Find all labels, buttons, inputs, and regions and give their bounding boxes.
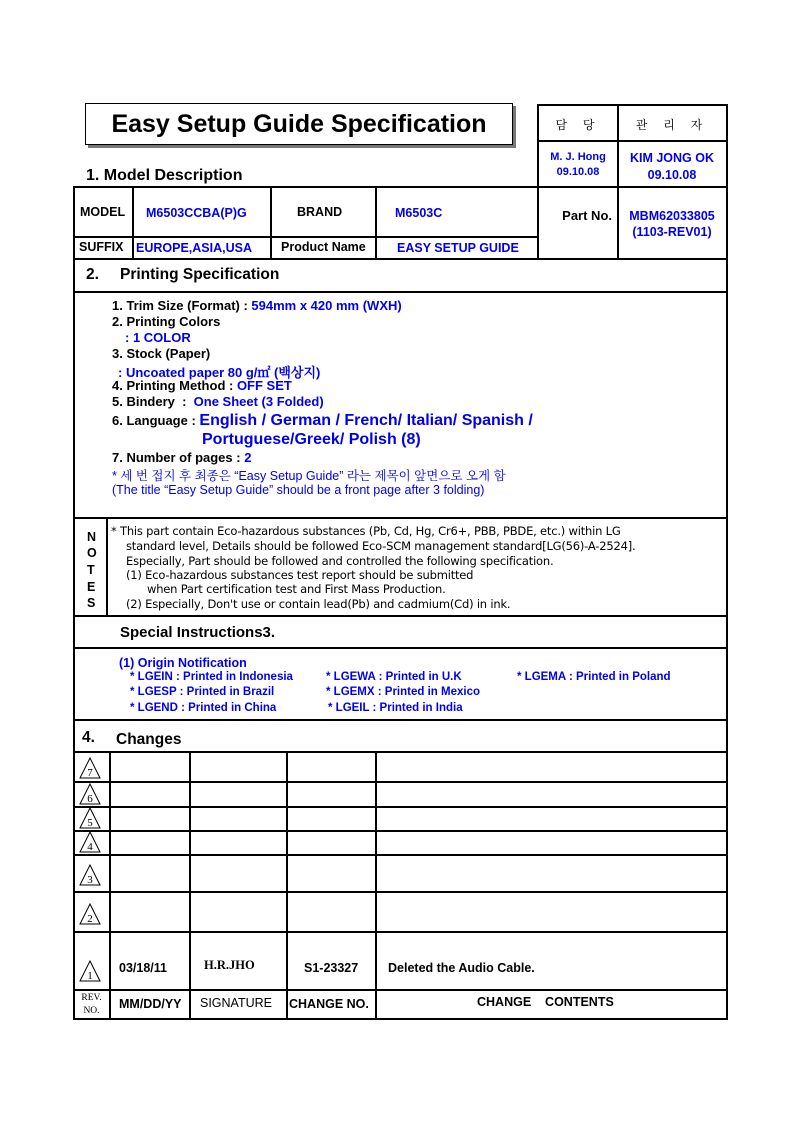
spec-printing-method: 4. Printing Method : OFF SET (112, 378, 292, 393)
spec-stock: 3. Stock (Paper) (112, 346, 211, 361)
change-signature: H.R.JHO (204, 958, 255, 972)
spec-note-english: (The title “Easy Setup Guide” should be a front page after 3 folding) (112, 483, 485, 497)
change-contents: Deleted the Audio Cable. (388, 961, 535, 975)
spec-language: 6. Language : English / German / French/ Italian/ Spanish / (112, 412, 533, 429)
date-column-label: MM/DD/YY (119, 997, 182, 1011)
origin-item: * LGEMX : Printed in Mexico (326, 686, 480, 698)
change-no-column-label: CHANGE NO. (289, 997, 369, 1011)
revision-triangle-icon (79, 864, 101, 886)
spec-stock-value: : Uncoated paper 80 g/㎡ (백상지) (118, 365, 321, 380)
notes-line: standard level, Details should be followed Eco-SCM management standard[LG(56)-A-2524]. (126, 539, 636, 553)
revision-triangle-icon (79, 960, 101, 982)
spec-bindery: 5. Bindery : One Sheet (3 Folded) (112, 394, 324, 409)
section-4-number: 4. (82, 729, 95, 746)
approval-charge-name: M. J. Hong (550, 151, 606, 163)
section-2-title: Printing Specification (120, 266, 280, 283)
svg-text:6: 6 (87, 793, 93, 805)
spec-printing-colors-value: : 1 COLOR (125, 330, 191, 345)
approval-manager-date: 09.10.08 (647, 168, 697, 182)
revision-triangle-icon (79, 807, 101, 829)
svg-text:5: 5 (87, 817, 93, 829)
change-contents-column-label: CHANGE CONTENTS (477, 995, 614, 1009)
part-no-value: MBM62033805 (629, 209, 715, 223)
notes-letter: S (87, 596, 96, 610)
notes-letter: N (87, 530, 97, 544)
suffix-label: SUFFIX (79, 240, 124, 254)
rev-no-label-2: NO. (83, 1006, 100, 1016)
suffix-value: EUROPE,ASIA,USA (136, 241, 252, 255)
product-name-label: Product Name (281, 240, 366, 254)
notes-line: Especially, Part should be followed and controlled the following specification. (126, 554, 554, 568)
origin-item: * LGEIN : Printed in Indonesia (130, 671, 293, 683)
spec-trim-size: 1. Trim Size (Format) : 594mm x 420 mm (WXH) (112, 298, 402, 313)
revision-triangle-icon (79, 831, 101, 853)
spec-note-korean: * 세 번 접지 후 최종은 “Easy Setup Guide” 라는 제목이 앞면으로 오게 함 (112, 469, 506, 483)
model-value: M6503CCBA(P)G (146, 206, 247, 220)
section-model-description-title: 1. Model Description (86, 167, 243, 184)
model-label: MODEL (80, 205, 126, 219)
notes-letter: T (87, 563, 95, 577)
product-name-value: EASY SETUP GUIDE (397, 241, 519, 255)
svg-text:4: 4 (87, 841, 93, 853)
origin-item: * LGESP : Printed in Brazil (130, 686, 275, 698)
brand-value: M6503C (395, 206, 443, 220)
notes-line: when Part certification test and First Mass Production. (147, 582, 446, 596)
approval-charge-date: 09.10.08 (556, 166, 600, 178)
revision-triangle-icon (79, 903, 101, 925)
origin-item: * LGEMA : Printed in Poland (517, 671, 671, 683)
spec-number-of-pages: 7. Number of pages : 2 (112, 450, 252, 465)
part-no-revision: (1103-REV01) (632, 225, 712, 239)
origin-item: * LGEIL : Printed in India (328, 702, 463, 714)
part-no-label: Part No. (562, 208, 612, 223)
notes-letter: E (87, 580, 96, 594)
notes-line: (2) Especially, Don't use or contain lead(Pb) and cadmium(Cd) in ink. (126, 597, 511, 611)
revision-triangle-icon (79, 783, 101, 805)
document-title (85, 103, 513, 145)
section-2-number: 2. (86, 266, 99, 283)
spec-printing-colors: 2. Printing Colors (112, 314, 221, 329)
origin-item: * LGEWA : Printed in U.K (326, 671, 462, 683)
rev-no-label: REV. (81, 993, 102, 1003)
document-title-text: Easy Setup Guide Specification (111, 109, 487, 138)
spec-language-cont: Portuguese/Greek/ Polish (8) (202, 431, 421, 448)
svg-text:2: 2 (87, 913, 93, 925)
approval-manager-name: KIM JONG OK (629, 151, 715, 165)
brand-label: BRAND (297, 205, 343, 219)
notes-letter: O (87, 546, 97, 560)
approval-header-manager: 관 리 자 (635, 118, 709, 132)
change-number: S1-23327 (304, 961, 359, 975)
svg-text:7: 7 (87, 767, 93, 779)
svg-text:3: 3 (87, 874, 93, 886)
approval-header-charge: 담 당 (555, 118, 601, 132)
section-3-title: Special Instructions3. (120, 624, 276, 641)
origin-notification-title: (1) Origin Notification (119, 656, 247, 670)
signature-column-label: SIGNATURE (200, 996, 272, 1010)
svg-text:1: 1 (87, 970, 93, 982)
origin-item: * LGEND : Printed in China (130, 702, 277, 714)
section-4-title: Changes (116, 731, 182, 748)
revision-triangle-icon (79, 757, 101, 779)
notes-line: * This part contain Eco-hazardous substances (Pb, Cd, Hg, Cr6+, PBB, PBDE, etc.) within LG (111, 524, 621, 538)
change-date: 03/18/11 (119, 961, 167, 975)
notes-line: (1) Eco-hazardous substances test report should be submitted (126, 568, 474, 582)
